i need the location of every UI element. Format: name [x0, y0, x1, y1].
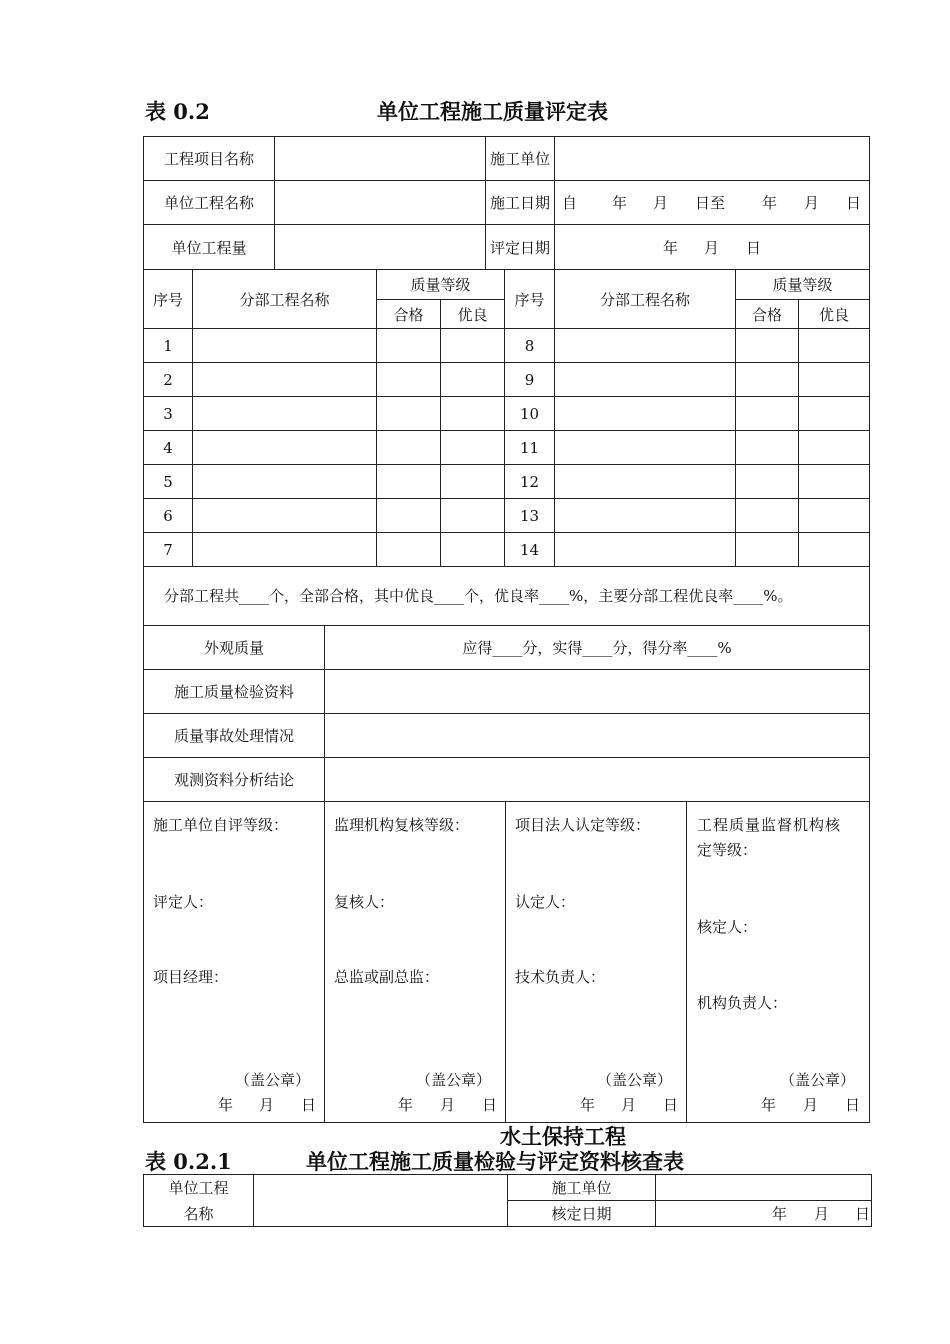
seq-cell: 12	[505, 465, 555, 499]
sig-evaluator: 评定人：	[153, 893, 214, 911]
seq-cell: 6	[144, 499, 193, 533]
seq-cell: 13	[505, 499, 555, 533]
excellent-cell[interactable]	[799, 533, 870, 567]
col-name-header: 分部工程名称	[555, 270, 736, 329]
accident-handling-field[interactable]	[325, 714, 870, 758]
subproject-name-cell[interactable]	[193, 397, 377, 431]
excellent-cell[interactable]	[441, 533, 505, 567]
subproject-name-cell[interactable]	[555, 533, 736, 567]
form2-heading: 水土保持工程	[500, 1124, 626, 1149]
pass-cell[interactable]	[377, 329, 441, 363]
sig-tech-lead: 技术负责人：	[515, 968, 606, 986]
subproject-name-cell[interactable]	[555, 329, 736, 363]
excellent-cell[interactable]	[799, 397, 870, 431]
sig-title: 监理机构复核等级：	[334, 816, 470, 834]
check-date-field[interactable]	[656, 1201, 872, 1227]
date-month: 月	[621, 1096, 637, 1114]
project-name-field[interactable]	[275, 137, 486, 181]
excellent-cell[interactable]	[799, 499, 870, 533]
inspection-data-label: 施工质量检验资料	[144, 670, 325, 714]
subproject-name-cell[interactable]	[193, 533, 377, 567]
subproject-name-cell[interactable]	[555, 431, 736, 465]
seq-cell: 8	[505, 329, 555, 363]
date-day: 日	[845, 1096, 861, 1114]
sig-title-cont: 定等级：	[697, 841, 758, 859]
unit-project-name-field[interactable]	[275, 181, 486, 225]
excellent-cell[interactable]	[441, 499, 505, 533]
subproject-name-cell[interactable]	[193, 431, 377, 465]
excellent-cell[interactable]	[441, 397, 505, 431]
pass-cell[interactable]	[736, 363, 799, 397]
form2-table-number: 表 0.2.1	[145, 1149, 232, 1174]
pass-cell[interactable]	[736, 465, 799, 499]
col-pass-header: 合格	[377, 300, 441, 329]
date-year: 年	[580, 1096, 596, 1114]
pass-cell[interactable]	[377, 363, 441, 397]
seq-cell: 1	[144, 329, 193, 363]
excellent-cell[interactable]	[441, 329, 505, 363]
date-month: 月	[653, 194, 669, 212]
date-month: 月	[814, 1205, 830, 1223]
col-excellent-header: 优良	[441, 300, 505, 329]
form2-title: 单位工程施工质量检验与评定资料核查表	[306, 1149, 684, 1174]
date-day: 日	[855, 1205, 871, 1223]
date-day-to: 日至	[695, 194, 726, 212]
seal-label: （盖公章）	[597, 1071, 673, 1089]
date-month: 月	[803, 1096, 819, 1114]
observation-conclusion-field[interactable]	[325, 758, 870, 802]
pass-cell[interactable]	[377, 431, 441, 465]
date-from: 自	[562, 194, 578, 212]
seq-cell: 11	[505, 431, 555, 465]
eval-date-field[interactable]	[555, 225, 870, 270]
seq-cell: 5	[144, 465, 193, 499]
unit-name-field[interactable]	[254, 1175, 508, 1227]
seal-label: （盖公章）	[780, 1071, 856, 1089]
contractor-label: 施工单位	[508, 1175, 656, 1201]
sig-title: 施工单位自评等级：	[153, 816, 289, 834]
excellent-cell[interactable]	[799, 329, 870, 363]
unit-name-label-line2: 名称	[183, 1204, 214, 1223]
date-day: 日	[301, 1096, 317, 1114]
contractor-label: 施工单位	[486, 137, 555, 181]
pass-cell[interactable]	[736, 397, 799, 431]
sig-reviewer: 复核人：	[334, 893, 395, 911]
seq-cell: 4	[144, 431, 193, 465]
construction-date-label: 施工日期	[486, 181, 555, 225]
sig-agency-head: 机构负责人：	[697, 994, 788, 1012]
date-day: 日	[482, 1096, 498, 1114]
eval-date-label: 评定日期	[486, 225, 555, 270]
excellent-cell[interactable]	[441, 431, 505, 465]
sig-chief-supervisor: 总监或副总监：	[334, 968, 440, 986]
sig-title: 项目法人认定等级：	[515, 816, 651, 834]
col-excellent-header: 优良	[799, 300, 870, 329]
date-year: 年	[762, 194, 778, 212]
pass-cell[interactable]	[377, 533, 441, 567]
date-month: 月	[259, 1096, 275, 1114]
unit-project-evaluation-table	[143, 136, 870, 1123]
unit-project-qty-field[interactable]	[275, 225, 486, 270]
subproject-name-cell[interactable]	[193, 329, 377, 363]
unit-project-qty-label: 单位工程量	[144, 225, 275, 270]
date-day: 日	[746, 238, 762, 257]
date-year: 年	[218, 1096, 234, 1114]
col-pass-header: 合格	[736, 300, 799, 329]
quality-data-check-table	[143, 1174, 872, 1227]
date-year: 年	[398, 1096, 414, 1114]
seq-cell: 9	[505, 363, 555, 397]
excellent-cell[interactable]	[799, 465, 870, 499]
date-year: 年	[612, 194, 628, 212]
date-day: 日	[663, 1096, 679, 1114]
date-day: 日	[846, 194, 862, 212]
unit-project-name-label: 单位工程名称	[144, 181, 275, 225]
subproject-name-cell[interactable]	[555, 397, 736, 431]
project-name-label: 工程项目名称	[144, 137, 275, 181]
col-seq-header: 序号	[144, 270, 193, 329]
col-quality-header: 质量等级	[736, 270, 870, 300]
date-year: 年	[761, 1096, 777, 1114]
form-title: 单位工程施工质量评定表	[377, 99, 608, 124]
inspection-data-field[interactable]	[325, 670, 870, 714]
seq-cell: 3	[144, 397, 193, 431]
subproject-name-cell[interactable]	[193, 499, 377, 533]
col-name-header: 分部工程名称	[193, 270, 377, 329]
seal-label: （盖公章）	[235, 1071, 311, 1089]
subproject-name-cell[interactable]	[555, 465, 736, 499]
sig-title: 工程质量监督机构核	[697, 816, 842, 834]
date-month: 月	[440, 1096, 456, 1114]
appearance-score-field[interactable]: 应得____分，实得____分，得分率____%	[325, 626, 870, 670]
col-seq-header: 序号	[505, 270, 555, 329]
seq-cell: 2	[144, 363, 193, 397]
seq-cell: 7	[144, 533, 193, 567]
pass-cell[interactable]	[377, 465, 441, 499]
subproject-name-cell[interactable]	[193, 363, 377, 397]
date-year: 年	[772, 1205, 788, 1223]
seal-label: （盖公章）	[416, 1071, 492, 1089]
contractor-field[interactable]	[656, 1175, 872, 1201]
date-month: 月	[704, 238, 720, 257]
appearance-label: 外观质量	[144, 626, 325, 670]
pass-cell[interactable]	[377, 499, 441, 533]
sig-manager: 项目经理：	[153, 968, 229, 986]
subproject-name-cell[interactable]	[193, 465, 377, 499]
sig-verifier: 核定人：	[697, 918, 758, 936]
check-date-label: 核定日期	[508, 1201, 656, 1227]
table-number: 表 0.2	[145, 99, 210, 124]
date-year: 年	[663, 238, 679, 257]
seq-cell: 10	[505, 397, 555, 431]
pass-cell[interactable]	[736, 499, 799, 533]
excellent-cell[interactable]	[441, 465, 505, 499]
unit-name-label	[144, 1175, 254, 1227]
pass-cell[interactable]	[377, 397, 441, 431]
excellent-cell[interactable]	[799, 431, 870, 465]
observation-conclusion-label: 观测资料分析结论	[144, 758, 325, 802]
accident-handling-label: 质量事故处理情况	[144, 714, 325, 758]
excellent-cell[interactable]	[799, 363, 870, 397]
date-month: 月	[804, 194, 820, 212]
pass-cell[interactable]	[736, 329, 799, 363]
subproject-name-cell[interactable]	[555, 499, 736, 533]
unit-name-label-line1: 单位工程	[168, 1178, 229, 1197]
construction-date-field[interactable]	[555, 181, 870, 225]
sig-approver: 认定人：	[515, 893, 576, 911]
contractor-field[interactable]	[555, 137, 870, 181]
pass-cell[interactable]	[736, 431, 799, 465]
summary-row: 分部工程共____个，全部合格，其中优良____个，优良率____%，主要分部工程优良率____%。	[144, 565, 870, 626]
seq-cell: 14	[505, 533, 555, 567]
subproject-name-cell[interactable]	[555, 363, 736, 397]
excellent-cell[interactable]	[441, 363, 505, 397]
pass-cell[interactable]	[736, 533, 799, 567]
col-quality-header: 质量等级	[377, 270, 505, 300]
